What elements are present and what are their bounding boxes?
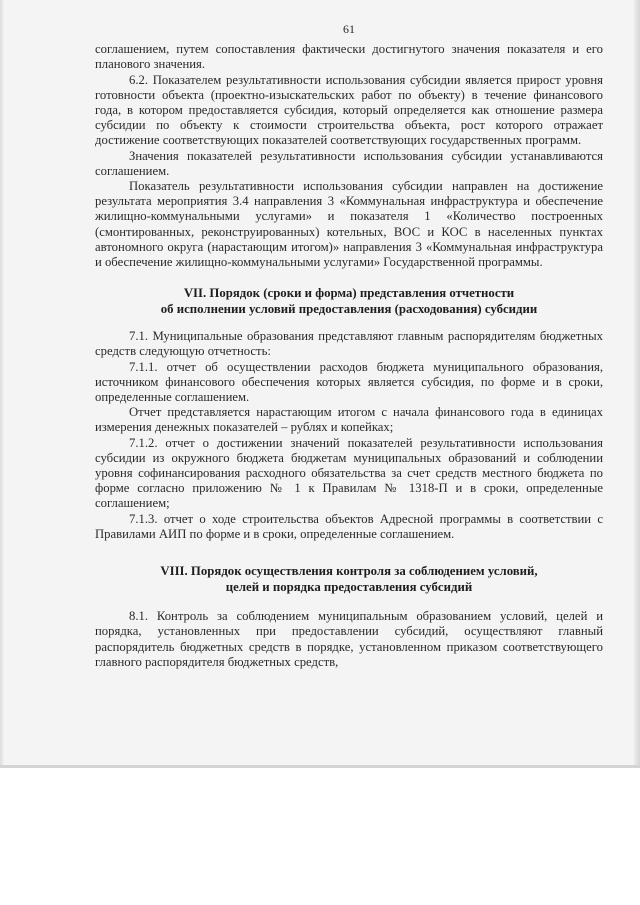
- paragraph-8-1: 8.1. Контроль за соблюдением муниципальным образованием условий, целей и порядка, установленных при предоставлении субсидий, осуществляют главный распорядитель бюджетных средств в порядке, установленном приказом соответствующего главного распорядителя бюджетных средств,: [95, 609, 603, 669]
- section-8-heading: [95, 564, 603, 595]
- paragraph-7-1-2: 7.1.2. отчет о достижении значений показателей результативности использования субсидии из окружного бюджета бюджетам муниципальных образований и соблюдении уровня софинансирования расходного обязательства за счет средств местного бюджета по форме согласно приложению № 1 к Правилам № 1318-П и в сроки, определенные соглашением;: [95, 435, 603, 511]
- scan-right-edge: [634, 0, 640, 768]
- page-number: 61: [343, 22, 355, 36]
- paragraph-report-cumulative: Отчет представляется нарастающим итогом с начала финансового года в единицах измерения денежных показателей – рублях и копейках;: [95, 405, 603, 435]
- paragraph-continuation: соглашением, путем сопоставления фактически достигнутого значения показателя и его планового значения.: [95, 42, 603, 72]
- paragraph-7-1-1: 7.1.1. отчет об осуществлении расходов бюджета муниципального образования, источником финансового обеспечения которых является субсидия, по форме и в сроки, определенные соглашением.: [95, 359, 603, 405]
- section-7-heading: [95, 286, 603, 317]
- section-8-heading-line1: VIII. Порядок осуществления контроля за соблюдением условий,: [160, 564, 538, 579]
- paragraph-7-1: 7.1. Муниципальные образования представляют главным распорядителям бюджетных средств следующую отчетность:: [95, 329, 603, 359]
- section-8-heading-line2: целей и порядка предоставления субсидий: [225, 579, 473, 594]
- paragraph-7-1-3: 7.1.3. отчет о ходе строительства объектов Адресной программы в соответствии с Правилами АИП по форме и в сроки, определенные соглашением.: [95, 511, 603, 541]
- section-7-heading-line2: об исполнении условий предоставления (расходования) субсидии: [160, 301, 538, 316]
- paragraph-6-2: 6.2. Показателем результативности использования субсидии является прирост уровня готовности объекта (проектно-изыскательских работ по объекту) в течение финансового года, в котором предоставляется субсидия, который определяется как отношение размера субсидии по объекту к стоимости строительства объекта, рост которого отражает достижение соответствующих показателей соответствующих государственных программ.: [95, 72, 603, 148]
- scan-bottom-edge: [0, 765, 640, 768]
- paragraph-indicator-direction: Показатель результативности использования субсидии направлен на достижение результата мероприятия 3.4 направления 3 «Коммунальная инфраструктура и обеспечение жилищно-коммунальными услугами» и показателя 1 «Количество построенных (смонтированных, реконструированных) котельных, ВОС и КОС в населенных пунктах автономного округа (нарастающим итогом)» направления 3 «Коммунальная инфраструктура и обеспечение жилищно-коммунальными услугами» Государственной программы.: [95, 179, 603, 270]
- section-7-heading-line1: VII. Порядок (сроки и форма) представления отчетности: [183, 286, 515, 301]
- scan-left-edge: [0, 0, 4, 768]
- document-body: [95, 22, 603, 670]
- paragraph-indicator-values: Значения показателей результативности использования субсидии устанавливаются соглашением.: [95, 148, 603, 178]
